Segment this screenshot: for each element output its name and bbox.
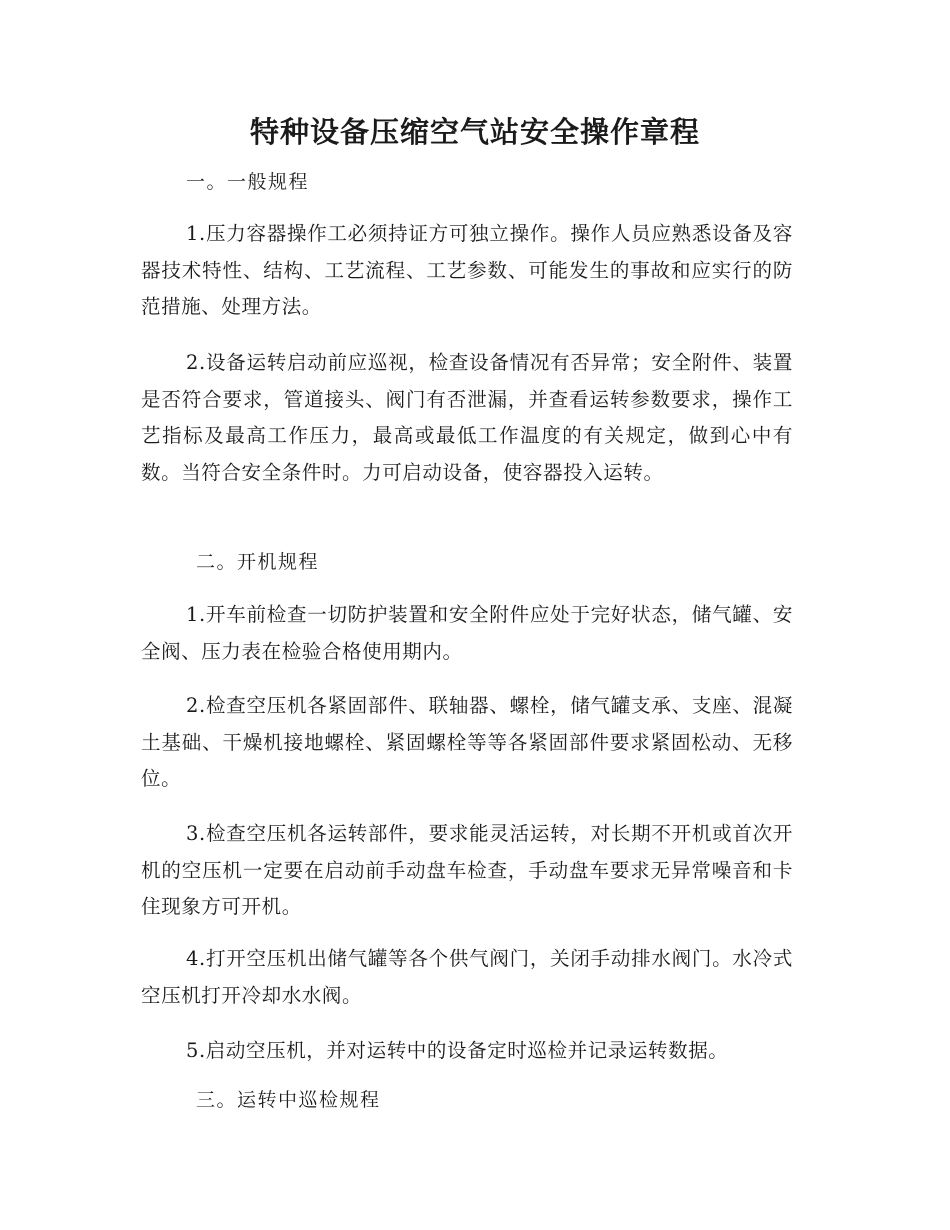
paragraph-startup-1: 1.开车前检查一切防护装置和安全附件应处于完好状态，储气罐、安全阀、压力表在检验合格使用期内。 bbox=[141, 603, 793, 663]
section-heading-general: 一。一般规程 bbox=[186, 171, 310, 193]
paragraph-startup-5: 5.启动空压机，并对运转中的设备定时巡检并记录运转数据。 bbox=[186, 1039, 729, 1062]
paragraph-startup-2: 2.检查空压机各紧固部件、联轴器、螺栓，储气罐支承、支座、混凝土基础、干燥机接地螺栓、紧固螺栓等等各紧固部件要求紧固松动、无移位。 bbox=[141, 694, 793, 790]
paragraph-general-1: 1.压力容器操作工必须持证方可独立操作。操作人员应熟悉设备及容器技术特性、结构、工艺流程、工艺参数、可能发生的事故和应实行的防范措施、处理方法。 bbox=[141, 222, 793, 318]
section-heading-startup: 二。开机规程 bbox=[196, 551, 320, 573]
paragraph-general-2: 2.设备运转启动前应巡视，检查设备情况有否异常；安全附件、装置是否符合要求，管道接头、阀门有否泄漏，并查看运转参数要求，操作工艺指标及最高工作压力，最高或最低工作温度的有关规定，做到心中有数。当符合安全条件时。力可启动设备，使容器投入运转。 bbox=[141, 351, 793, 484]
paragraph-startup-4: 4.打开空压机出储气罐等各个供气阀门，关闭手动排水阀门。水冷式空压机打开冷却水水阀。 bbox=[141, 947, 793, 1007]
document-title: 特种设备压缩空气站安全操作章程 bbox=[249, 115, 700, 149]
section-heading-inspection: 三。运转中巡检规程 bbox=[196, 1089, 381, 1111]
paragraph-startup-3: 3.检查空压机各运转部件，要求能灵活运转，对长期不开机或首次开机的空压机一定要在启动前手动盘车检查，手动盘车要求无异常噪音和卡住现象方可开机。 bbox=[141, 822, 793, 918]
